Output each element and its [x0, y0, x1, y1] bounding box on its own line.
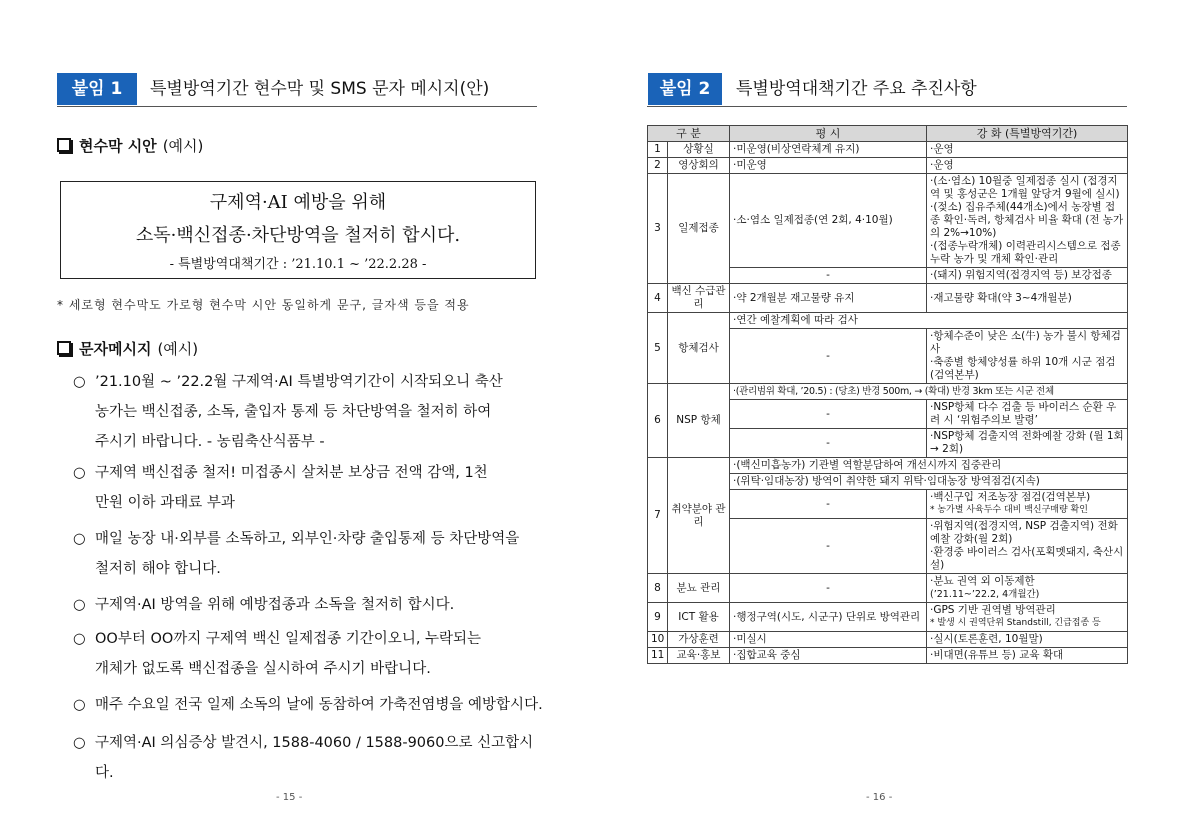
- row-category: 백신 수급관리: [668, 284, 730, 313]
- cell-line: ·(젖소) 집유주체(44개소)에서 농장별 접종 확인·독려, 항체검사 비율 확대 (전 농가의 2%→10%): [930, 201, 1124, 239]
- cell-normal: ·집합교육 중심: [730, 648, 927, 664]
- attachment-badge-1: 붙임 1: [57, 73, 137, 105]
- cell-footnote: * 발생 시 권역단위 Standstill, 긴급접종 등: [930, 618, 1101, 628]
- section-sub: (예시): [162, 137, 204, 155]
- bullet-line: 만원 이하 과태료 부과: [95, 495, 235, 511]
- cell-normal: ·(관리범위 확대, ’20.5) : (당초) 반경 500m, → (확대) 반경 3km 또는 시군 전체: [730, 384, 1128, 400]
- cell-normal: -: [730, 329, 927, 384]
- sms-bullet-5: [73, 624, 545, 684]
- row-number: 3: [648, 174, 668, 284]
- cell-line: (’21.11~’22.2, 4개월간): [930, 589, 1040, 600]
- table-row: [648, 174, 1128, 268]
- row-number: 8: [648, 574, 668, 603]
- row-number: 5: [648, 313, 668, 384]
- col-header-normal: 평 시: [730, 126, 927, 142]
- bullet-line: 구제역·AI 방역을 위해 예방접종과 소독을 철저히 합시다.: [95, 597, 455, 613]
- cell-normal: ·미실시: [730, 632, 927, 648]
- cell-line: ·(접종누락개체) 이력관리시스템으로 접종 누락 농가 및 개체 확인·관리: [930, 240, 1121, 265]
- cell-enhanced: ·재고물량 확대(약 3~4개월분): [927, 284, 1128, 313]
- cell-normal: -: [730, 400, 927, 429]
- bullet-circle-icon: ○: [73, 531, 86, 547]
- cell-line: ·GPS 기반 권역별 방역관리: [930, 604, 1056, 616]
- cell-normal: ·미운영: [730, 158, 927, 174]
- page-title-right: 특별방역대책기간 주요 추진사항: [736, 79, 977, 99]
- title-rule-right: [647, 106, 1127, 107]
- row-category: 일제접종: [668, 174, 730, 284]
- table-row: [648, 142, 1128, 158]
- row-number: 2: [648, 158, 668, 174]
- row-category: ICT 활용: [668, 603, 730, 632]
- cell-normal: ·미운영(비상연락체계 유지): [730, 142, 927, 158]
- cell-enhanced: [927, 490, 1128, 519]
- cell-enhanced: [927, 574, 1128, 603]
- bullet-line: 개체가 없도록 백신접종을 실시하여 주시기 바랍니다.: [95, 661, 431, 677]
- row-category: 교육·홍보: [668, 648, 730, 664]
- cell-normal: -: [730, 268, 927, 284]
- cell-normal: -: [730, 429, 927, 458]
- row-category: 취약분야 관리: [668, 458, 730, 574]
- cell-enhanced: ·(돼지) 위험지역(접경지역 등) 보강접종: [927, 268, 1128, 284]
- cell-normal: ·행정구역(시도, 시군구) 단위로 방역관리: [730, 603, 927, 632]
- sms-section-heading: [57, 338, 198, 359]
- table-header-row: [648, 126, 1128, 142]
- table-row: [648, 284, 1128, 313]
- cell-enhanced: ·운영: [927, 142, 1128, 158]
- bullet-circle-icon: ○: [73, 597, 86, 613]
- bullet-line: 구제역 백신접종 철저! 미접종시 살처분 보상금 전액 감액, 1천: [95, 465, 488, 481]
- sms-bullet-4: [73, 590, 545, 620]
- bullet-line: OO부터 OO까지 구제역 백신 일제접종 기간이오니, 누락되는: [95, 631, 482, 647]
- row-category: 상황실: [668, 142, 730, 158]
- bullet-line: 구제역·AI 의심증상 발견시, 1588-4060 / 1588-9060으로 신고합시다.: [95, 735, 534, 781]
- row-number: 1: [648, 142, 668, 158]
- row-category: NSP 항체: [668, 384, 730, 458]
- sms-bullet-7: [73, 728, 545, 788]
- table-row: [648, 632, 1128, 648]
- bullet-circle-icon: ○: [73, 735, 86, 751]
- banner-line-3: - 특별방역대책기간 : ’21.10.1 ~ ’22.2.28 -: [169, 257, 427, 272]
- cell-line: ·환경중 바이러스 검사(포획멧돼지, 축산시설): [930, 546, 1124, 571]
- bullet-line: 농가는 백신접종, 소독, 출입자 통제 등 차단방역을 철저히 하여: [95, 404, 492, 420]
- cell-enhanced: [927, 519, 1128, 574]
- bullet-line: 매일 농장 내·외부를 소독하고, 외부인·차량 출입통제 등 차단방역을: [95, 531, 520, 547]
- section-label: 문자메시지: [79, 340, 152, 358]
- cell-footnote: * 농가별 사육두수 대비 백신구매량 확인: [930, 505, 1088, 515]
- row-number: 11: [648, 648, 668, 664]
- row-category: 영상회의: [668, 158, 730, 174]
- bullet-circle-icon: ○: [73, 465, 86, 481]
- cell-enhanced: [927, 603, 1128, 632]
- row-number: 6: [648, 384, 668, 458]
- row-number: 4: [648, 284, 668, 313]
- cell-enhanced: ·운영: [927, 158, 1128, 174]
- sms-bullet-3: [73, 524, 545, 584]
- cell-normal: ·약 2개월분 재고물량 유지: [730, 284, 927, 313]
- cell-enhanced: ·NSP항체 검출지역 전화예찰 강화 (월 1회 → 2회): [927, 429, 1128, 458]
- measures-table: [647, 125, 1128, 664]
- title-rule-left: [57, 106, 537, 107]
- bullet-line: 철저히 해야 합니다.: [95, 561, 221, 577]
- section-sub: (예시): [157, 340, 199, 358]
- cell-line: ·축종별 항체양성률 하위 10개 시군 점검(검역본부): [930, 356, 1116, 381]
- sms-bullet-1: [73, 367, 545, 457]
- vertical-banner-note: * 세로형 현수막도 가로형 현수막 시안 동일하게 문구, 글자색 등을 적용: [57, 298, 470, 312]
- row-category: 가상훈련: [668, 632, 730, 648]
- sms-bullet-2: [73, 458, 545, 518]
- cell-line: ·(소·염소) 10월중 일제접종 실시 (접경지역 및 홍성군은 1개월 앞당겨 9월에 실시): [930, 175, 1120, 200]
- cell-enhanced: ·NSP항체 다수 검출 등 바이러스 순환 우려 시 ‘위험주의보 발령’: [927, 400, 1128, 429]
- cell-normal: -: [730, 519, 927, 574]
- bullet-circle-icon: ○: [73, 374, 86, 390]
- cell-line: ·백신구입 저조농장 점검(검역본부): [930, 491, 1091, 503]
- cell-line: ·분뇨 권역 외 이동제한: [930, 575, 1035, 587]
- table-row: [648, 158, 1128, 174]
- bullet-line: ’21.10월 ~ ’22.2월 구제역·AI 특별방역기간이 시작되오니 축산: [95, 374, 503, 390]
- cell-line: ·위험지역(접경지역, NSP 검출지역) 전화예찰 강화(월 2회): [930, 520, 1118, 545]
- sms-bullet-6: [73, 690, 545, 720]
- banner-line-1: 구제역·AI 예방을 위해: [209, 192, 387, 213]
- table-row: [648, 458, 1128, 474]
- cell-line: ·항체수준이 낮은 소(牛) 농가 불시 항체검사: [930, 330, 1121, 355]
- cell-normal: ·연간 예찰계획에 따라 검사: [730, 313, 1128, 329]
- checkbox-square-icon: [57, 138, 71, 152]
- table-row: [648, 384, 1128, 400]
- section-label: 현수막 시안: [79, 137, 157, 155]
- table-row: [648, 574, 1128, 603]
- bullet-line: 주시기 바랍니다. - 농림축산식품부 -: [95, 434, 325, 450]
- checkbox-square-icon: [57, 341, 71, 355]
- table-row: [648, 603, 1128, 632]
- cell-enhanced: [927, 174, 1128, 268]
- cell-enhanced: ·비대면(유튜브 등) 교육 확대: [927, 648, 1128, 664]
- row-number: 7: [648, 458, 668, 574]
- banner-line-2: 소독·백신접종·차단방역을 철저히 합시다.: [135, 225, 461, 246]
- page-number-left: - 15 -: [276, 792, 303, 803]
- page-number-right: - 16 -: [866, 792, 893, 803]
- cell-enhanced: [927, 329, 1128, 384]
- row-number: 9: [648, 603, 668, 632]
- table-row: [648, 648, 1128, 664]
- row-category: 항체검사: [668, 313, 730, 384]
- bullet-circle-icon: ○: [73, 697, 86, 713]
- bullet-circle-icon: ○: [73, 631, 86, 647]
- cell-normal: ·(백신미흡농가) 기관별 역할분담하여 개선시까지 집중관리: [730, 458, 1128, 474]
- cell-normal: -: [730, 490, 927, 519]
- banner-section-heading: [57, 135, 203, 156]
- bullet-line: 매주 수요일 전국 일제 소독의 날에 동참하여 가축전염병을 예방합시다.: [95, 697, 543, 713]
- cell-normal: -: [730, 574, 927, 603]
- cell-normal: ·소·염소 일제접종(연 2회, 4·10월): [730, 174, 927, 268]
- table-row: [648, 313, 1128, 329]
- col-header-enhanced: 강 화 (특별방역기간): [927, 126, 1128, 142]
- page-title-left: 특별방역기간 현수막 및 SMS 문자 메시지(안): [150, 79, 490, 99]
- attachment-badge-2: 붙임 2: [648, 73, 722, 105]
- row-category: 분뇨 관리: [668, 574, 730, 603]
- cell-enhanced: ·실시(토론훈련, 10월말): [927, 632, 1128, 648]
- row-number: 10: [648, 632, 668, 648]
- cell-normal: ·(위탁·임대농장) 방역이 취약한 돼지 위탁·임대농장 방역점검(지속): [730, 474, 1128, 490]
- banner-draft-box: [60, 181, 536, 279]
- col-header-category: 구 분: [648, 126, 730, 142]
